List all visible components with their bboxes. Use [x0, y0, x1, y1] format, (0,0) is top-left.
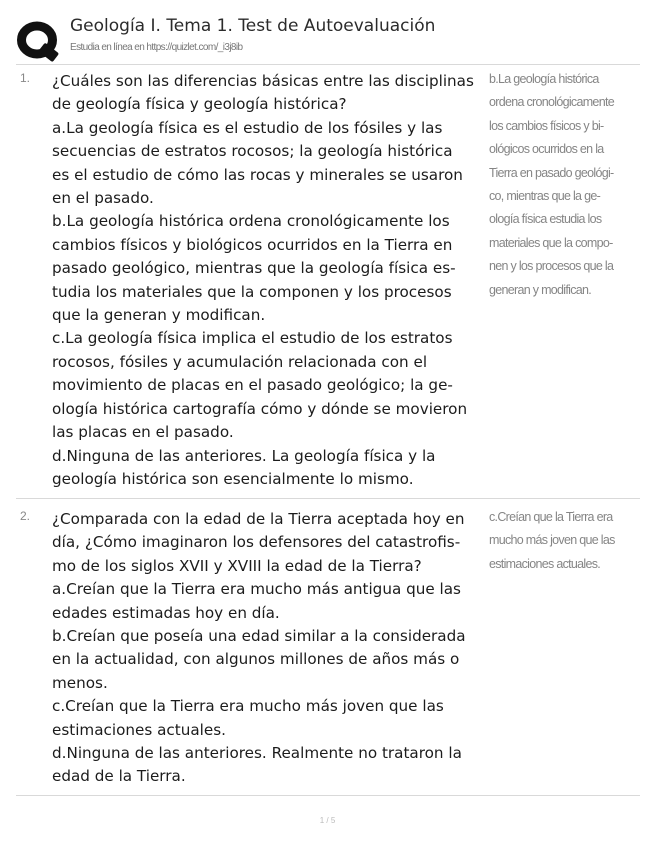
option-line: tudia los materiales que la componen y los procesos — [52, 282, 452, 301]
answer-line: nen y los procesos que la — [489, 259, 614, 274]
option-line: b.Creían que poseía una edad similar a la considerada — [52, 627, 466, 646]
option-line: movimiento de placas en el pasado geológico; la ge- — [52, 376, 453, 395]
option-line: en el pasado. — [52, 189, 154, 208]
question-line: día, ¿Cómo imaginaron los defensores del catastrofis- — [52, 533, 461, 552]
question-text — [52, 70, 488, 491]
question-divider — [16, 498, 640, 499]
option-line: a.La geología física es el estudio de los fósiles y las — [52, 118, 443, 137]
page-header — [16, 14, 636, 64]
option-line: es el estudio de cómo las rocas y minerales se usaron — [52, 165, 463, 184]
option-line: geología histórica son esencialmente lo mismo. — [52, 469, 414, 488]
page-number: 1 / 5 — [319, 816, 336, 825]
option-line: b.La geología histórica ordena cronológicamente los — [52, 212, 450, 231]
answer-line: ológicos ocurridos en la — [489, 142, 604, 157]
answer-line: ología física estudia los — [489, 212, 602, 227]
option-line: secuencias de estratos rocosos; la geología histórica — [52, 142, 453, 161]
option-line: las placas en el pasado. — [52, 423, 234, 442]
answer-line: b.La geología histórica — [489, 72, 599, 86]
page-title: Geología I. Tema 1. Test de Autoevaluación — [70, 16, 436, 36]
answer-text — [489, 68, 643, 302]
question-line: ¿Comparada con la edad de la Tierra aceptada hoy en — [52, 510, 465, 528]
option-line: c.Creían que la Tierra era mucho más joven que las — [52, 697, 444, 716]
question-line: mo de los siglos XVII y XVIII la edad de la Tierra? — [52, 556, 422, 575]
option-line: que la generan y modifican. — [52, 306, 266, 325]
question-divider — [16, 795, 640, 796]
option-line: a.Creían que la Tierra era mucho más antigua que las — [52, 580, 461, 599]
question-text — [52, 508, 488, 789]
answer-line: mucho más joven que las — [489, 533, 615, 548]
option-line: estimaciones actuales. — [52, 720, 226, 739]
option-line: rocosos, fósiles y acumulación relacionada con el — [52, 352, 428, 371]
option-line: en la actualidad, con algunos millones de años más o — [52, 650, 460, 669]
option-line: d.Ninguna de las anteriores. La geología física y la — [52, 446, 436, 465]
answer-line: ordena cronológicamente — [489, 95, 614, 110]
question-number: 2. — [20, 509, 31, 523]
option-line: d.Ninguna de las anteriores. Realmente no trataron la — [52, 744, 462, 763]
option-line: edades estimadas hoy en día. — [52, 603, 280, 622]
answer-text — [489, 506, 643, 576]
question-number: 1. — [20, 71, 31, 85]
option-line: edad de la Tierra. — [52, 767, 186, 786]
answer-line: c.Creían que la Tierra era — [489, 510, 613, 524]
question-line: ¿Cuáles son las diferencias básicas entre las disciplinas — [52, 72, 474, 90]
quizlet-logo-icon — [16, 20, 60, 64]
answer-line: generan y modifican. — [489, 282, 592, 297]
question-line: de geología física y geología histórica? — [52, 95, 347, 114]
study-online-link-text[interactable]: Estudia en línea en https://quizlet.com/_i3j8ib — [70, 42, 243, 53]
answer-line: Tierra en pasado geológi- — [489, 165, 614, 180]
option-line: pasado geológico, mientras que la geología física es- — [52, 259, 456, 278]
header-divider — [16, 64, 640, 65]
answer-line: estimaciones actuales. — [489, 556, 601, 571]
option-line: ología histórica cartografía cómo y dónde se movieron — [52, 399, 468, 418]
option-line: menos. — [52, 673, 108, 692]
option-line: cambios físicos y biológicos ocurridos en la Tierra en — [52, 235, 453, 254]
option-line: c.La geología física implica el estudio de los estratos — [52, 329, 453, 348]
answer-line: materiales que la compo- — [489, 235, 613, 250]
answer-line: los cambios físicos y bi- — [489, 118, 604, 133]
answer-line: co, mientras que la ge- — [489, 189, 601, 204]
